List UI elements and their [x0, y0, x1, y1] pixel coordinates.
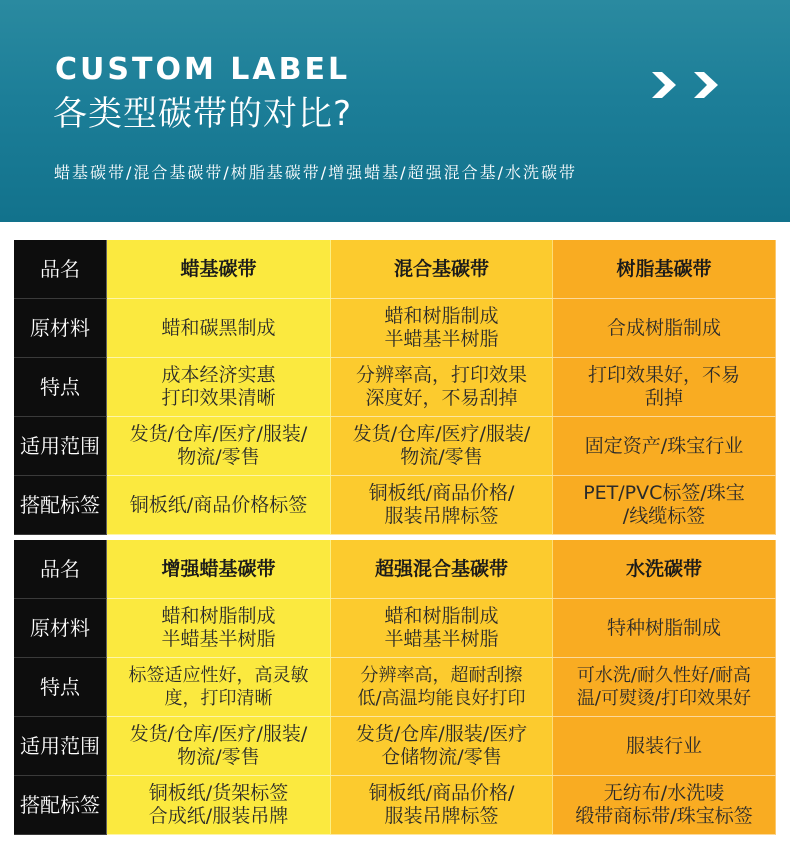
- row-label-material: 原材料: [14, 299, 107, 358]
- banner-title: 各类型碳带的对比?: [53, 94, 353, 134]
- header-banner: [0, 0, 790, 222]
- product-name-cell: 水洗碳带: [553, 540, 776, 599]
- labels-cell: 铜板纸/商品价格/ 服装吊牌标签: [331, 476, 553, 535]
- row-label-scope: 适用范围: [14, 417, 107, 476]
- banner-eyebrow: CUSTOM LABEL: [55, 52, 351, 87]
- features-cell: 成本经济实惠 打印效果清晰: [107, 358, 331, 417]
- product-name-cell: 增强蜡基碳带: [107, 540, 331, 599]
- product-name-cell: 蜡基碳带: [107, 240, 331, 299]
- row-label-name: 品名: [14, 240, 107, 299]
- labels-cell: 无纺布/水洗唛 缎带商标带/珠宝标签: [553, 776, 776, 835]
- labels-cell: 铜板纸/货架标签 合成纸/服装吊牌: [107, 776, 331, 835]
- product-name-cell: 混合基碳带: [331, 240, 553, 299]
- features-cell: 标签适应性好，高灵敏 度，打印清晰: [107, 658, 331, 717]
- scope-cell: 服装行业: [553, 717, 776, 776]
- features-cell: 打印效果好，不易 刮掉: [553, 358, 776, 417]
- features-cell: 分辨率高，超耐刮擦 低/高温均能良好打印: [331, 658, 553, 717]
- table-block-1: [14, 240, 776, 535]
- scope-cell: 发货/仓库/医疗/服装/ 物流/零售: [107, 717, 331, 776]
- product-name-cell: 超强混合基碳带: [331, 540, 553, 599]
- features-cell: 可水洗/耐久性好/耐高 温/可熨烫/打印效果好: [553, 658, 776, 717]
- material-cell: 特种树脂制成: [553, 599, 776, 658]
- material-cell: 合成树脂制成: [553, 299, 776, 358]
- row-label-labels: 搭配标签: [14, 776, 107, 835]
- double-chevron-right-icon: [652, 70, 724, 100]
- row-label-scope: 适用范围: [14, 717, 107, 776]
- scope-cell: 发货/仓库/服装/医疗 仓储物流/零售: [331, 717, 553, 776]
- material-cell: 蜡和碳黑制成: [107, 299, 331, 358]
- material-cell: 蜡和树脂制成 半蜡基半树脂: [331, 599, 553, 658]
- scope-cell: 发货/仓库/医疗/服装/ 物流/零售: [107, 417, 331, 476]
- product-name-cell: 树脂基碳带: [553, 240, 776, 299]
- material-cell: 蜡和树脂制成 半蜡基半树脂: [107, 599, 331, 658]
- labels-cell: PET/PVC标签/珠宝 /线缆标签: [553, 476, 776, 535]
- scope-cell: 发货/仓库/医疗/服装/ 物流/零售: [331, 417, 553, 476]
- table-block-2: [14, 540, 776, 835]
- features-cell: 分辨率高，打印效果 深度好，不易刮掉: [331, 358, 553, 417]
- row-label-material: 原材料: [14, 599, 107, 658]
- material-cell: 蜡和树脂制成 半蜡基半树脂: [331, 299, 553, 358]
- row-label-features: 特点: [14, 358, 107, 417]
- labels-cell: 铜板纸/商品价格/ 服装吊牌标签: [331, 776, 553, 835]
- scope-cell: 固定资产/珠宝行业: [553, 417, 776, 476]
- row-label-labels: 搭配标签: [14, 476, 107, 535]
- labels-cell: 铜板纸/商品价格标签: [107, 476, 331, 535]
- row-label-features: 特点: [14, 658, 107, 717]
- comparison-table: [14, 240, 776, 835]
- row-label-name: 品名: [14, 540, 107, 599]
- banner-subtitle: 蜡基碳带/混合基碳带/树脂基碳带/增强蜡基/超强混合基/水洗碳带: [54, 163, 577, 182]
